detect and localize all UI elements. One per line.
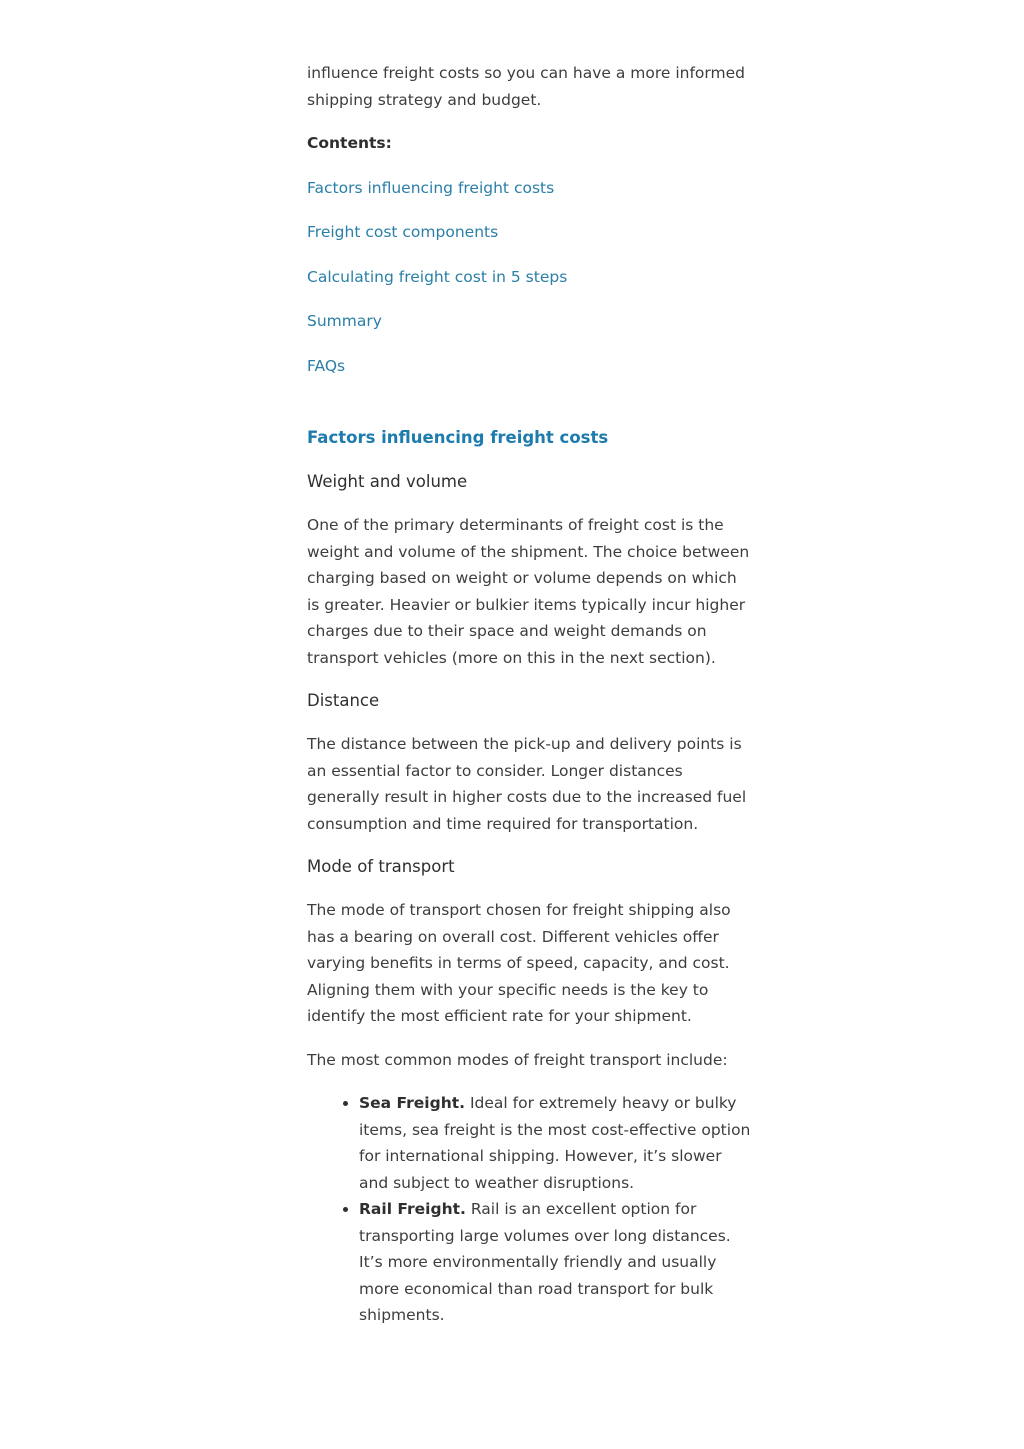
toc-item xyxy=(307,219,752,246)
toc-item xyxy=(307,264,752,291)
rail-freight-label: Rail Freight. xyxy=(359,1200,466,1218)
list-item xyxy=(359,1090,752,1196)
section-title: Factors influencing freight costs xyxy=(307,428,609,447)
sea-freight-text: Ideal for extremely heavy or bulky items, sea freight is the most cost-effective option for international shipping. However, it’s slower and subject to weather disruptions. xyxy=(359,1094,751,1192)
transport-mode-list xyxy=(307,1090,752,1329)
weight-volume-text: One of the primary determinants of freight cost is the weight and volume of the shipment. The choice between charging based on weight or volume depends on which is greater. Heavier or bulkier items typically incur higher charges due to their space and weight demands on transport vehicles (more on this in the next section). xyxy=(307,516,750,667)
intro-paragraph: influence freight costs so you can have a more informed shipping strategy and budget. xyxy=(307,64,745,109)
toc-item xyxy=(307,353,752,380)
weight-volume-heading: Weight and volume xyxy=(307,472,468,491)
rail-freight-text: Rail is an excellent option for transporting large volumes over long distances. It’s more environmentally friendly and usually more economical than road transport for bulk shipments. xyxy=(359,1200,731,1324)
toc-item xyxy=(307,175,752,202)
toc-item xyxy=(307,308,752,335)
toc-link-summary[interactable]: Summary xyxy=(307,312,382,330)
mode-of-transport-text: The mode of transport chosen for freight shipping also has a bearing on overall cost. Different vehicles offer varying benefits in terms of speed, capacity, and cost. Aligning them with your specific needs is the key to identify the most efficient rate for your shipment. xyxy=(307,901,731,1025)
distance-text: The distance between the pick-up and delivery points is an essential factor to consider. Longer distances generally result in higher costs due to the increased fuel consumption and time required for transportation. xyxy=(307,735,747,833)
toc-link-factors[interactable]: Factors influencing freight costs xyxy=(307,178,555,197)
article-body xyxy=(307,60,752,1329)
sea-freight-label: Sea Freight. xyxy=(359,1094,466,1112)
transport-list-intro: The most common modes of freight transport include: xyxy=(307,1050,728,1069)
mode-of-transport-heading: Mode of transport xyxy=(307,857,455,876)
list-item xyxy=(359,1196,752,1329)
table-of-contents xyxy=(307,175,752,380)
toc-link-calculating[interactable]: Calculating freight cost in 5 steps xyxy=(307,267,568,286)
contents-label: Contents: xyxy=(307,134,392,152)
toc-link-faqs[interactable]: FAQs xyxy=(307,356,346,375)
toc-link-components[interactable]: Freight cost components xyxy=(307,223,499,241)
distance-heading: Distance xyxy=(307,691,380,710)
